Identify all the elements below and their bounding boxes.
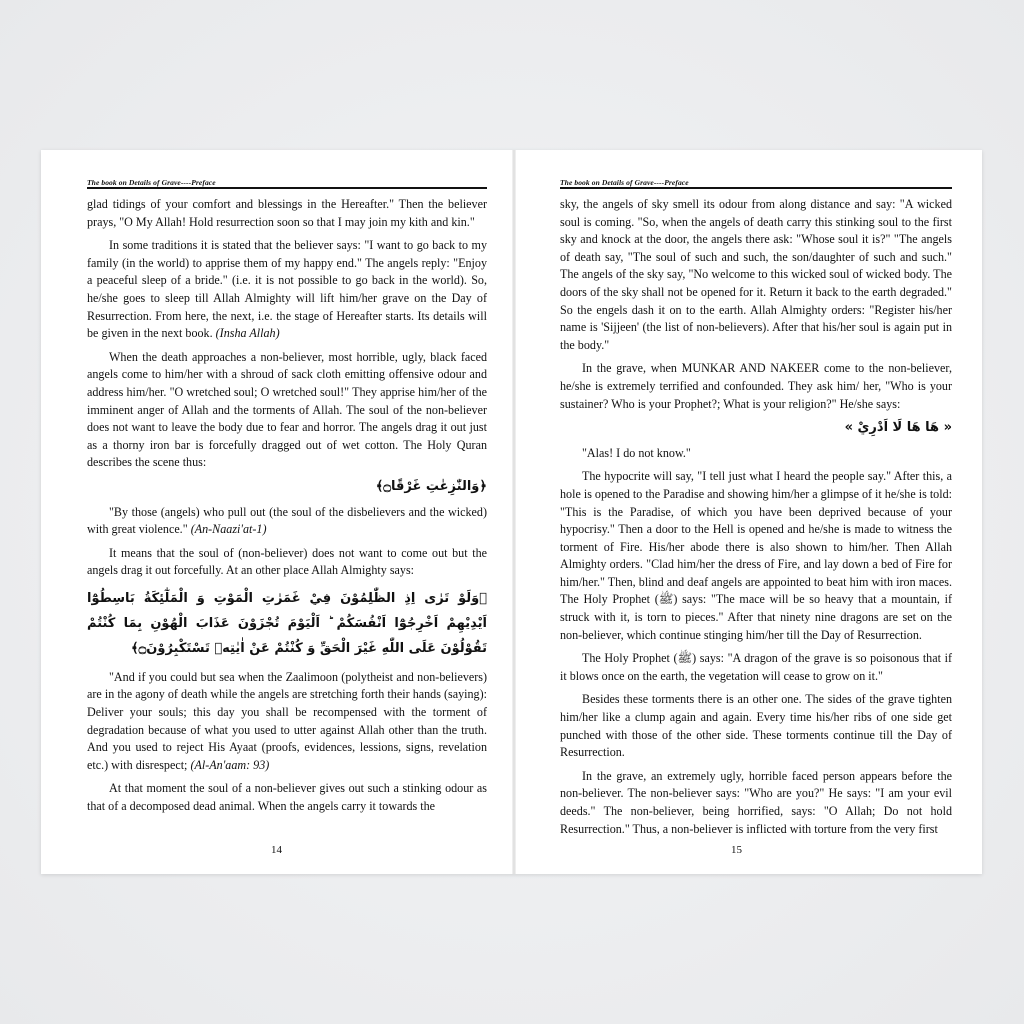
paragraph: "Alas! I do not know."	[582, 445, 691, 460]
paragraph: In some traditions it is stated that the believer says: "I want to go back to my family (in the world) to apprise them of my happy end." The angels reply: "Enjoy a peaceful sleep of a bride." (i.e. it is not possible to go back in the world). So, he/she goes to sleep till Allah Almighty will lift him/her grave on the Day of Resurrection. From here, the next, i.e. the stage of Hereafter starts. Its details will be given in the next book. (Insha Allah)	[87, 238, 487, 341]
page-body	[560, 196, 952, 844]
citation: (Al-An'aam: 93)	[190, 757, 270, 772]
paragraph: The Holy Prophet (ﷺ) says: "A dragon of the grave is so poisonous that if it blows once on the earth, the vegetation will cease to grow on it."	[560, 651, 952, 683]
page-body	[87, 196, 487, 822]
paragraph: sky, the angels of sky smell its odour from along distance and say: "A wicked soul is coming. "So, when the angels of death carry this stinking soul to the first sky and knock at the door, the angels there ask: "Whose soul it is?" "The angels of death say, "The soul of such and such, the son/daughter of such and such." The angels of the sky say, "No welcome to this wicked soul of wicked body. The doors of the sky shall not be opened for it. Return it back to the earth degraded." So the engels dash it on to the earth. Allah Almighty orders: "Register his/her name is 'Sijjeen' (the list of non-believers). After that his/her soul is again put in the body."	[560, 197, 952, 352]
paragraph: "By those (angels) who pull out (the soul of the disbelievers and the wicked) with great violence." (An-Naazi'at-1)	[87, 504, 487, 537]
paragraph: When the death approaches a non-believer, most horrible, ugly, black faced angels come to him/her with a shroud of sack cloth emitting offensive odour and address him/her. "O wretched soul; O wretched soul!" They apprise him/her of the imminent anger of Allah and the torments of Allah. The soul of the non-believer does not want to leave the body due to fear and horror. The angels drag it out just as a thorny iron bar is forcefully dragged out of wet cotton. The Holy Quran describes the scene thus:	[87, 349, 487, 470]
arabic-phrase: « هَا هَا لَا اَدْرِيْ »	[844, 420, 952, 436]
paragraph: Besides these torments there is an other one. The sides of the grave tighten him/her like a clump again and again. Every time his/her ribs of one side get punched with those of the other side. These torments continue till the Day of Resurrection.	[560, 692, 952, 760]
header-rule	[560, 187, 952, 189]
page-number: 14	[271, 844, 282, 856]
paragraph: At that moment the soul of a non-believer gives out such a stinking odour as that of a decomposed dead animal. When the angels carry it towards the	[87, 781, 487, 814]
paragraph: In the grave, when MUNKAR AND NAKEER come to the non-believer, he/she is extremely terrified and confounded. They ask him/ her, "Who is your sustainer? Who is your Prophet?; What is your religion?" He/she says:	[560, 361, 952, 411]
right-page	[514, 150, 982, 874]
running-header: The book on Details of Grave----Preface	[560, 178, 689, 187]
left-page	[41, 150, 514, 874]
paragraph: glad tidings of your comfort and blessings in the Hereafter." Then the believer prays, "O My Allah! Hold resurrection soon so that I may join my kith and kin."	[87, 197, 487, 229]
running-header: The book on Details of Grave----Preface	[87, 178, 216, 187]
citation: (Insha Allah)	[215, 326, 280, 341]
paragraph: It means that the soul of (non-believer) does not want to come out but the angels drag it out forcefully. At an other place Allah Almighty says:	[87, 545, 487, 578]
citation: (An-Naazi'at-1)	[190, 522, 267, 537]
arabic-verse: ﴿وَلَوْ تَرٰى اِذِ الظّٰلِمُوْنَ فِيْ غَمَرٰتِ الْمَوْتِ وَ الْمَلٰٓئِكَةُ بَاسِطُوْٓا اَيْدِيْهِمْ اَخْرِجُوْٓا اَنْفُسَكُمْ ؕ اَلْيَوْمَ تُجْزَوْنَ عَذَابَ الْهُوْنِ بِمَا كُنْتُمْ تَقُوْلُوْنَ عَلَى اللّٰهِ غَيْرَ الْحَقِّ وَ كُنْتُمْ عَنْ اٰيٰتِهٖ تَسْتَكْبِرُوْنَ۝﴾	[87, 590, 487, 656]
page-number: 15	[731, 844, 742, 856]
header-rule	[87, 187, 487, 189]
arabic-verse: ﴿وَالنّٰزِعٰتِ غَرْقًا۝﴾	[375, 478, 487, 494]
book-spread	[41, 150, 982, 874]
paragraph: The hypocrite will say, "I tell just what I heard the people say." After this, a hole is opened to the Paradise and showing him/her a glimpse of it he/she is told: "This is the Paradise, of which you have been deprived because of your hypocrisy." Then a door to the Hell is opened and he/she is made to witness the torment of Fire. His/her abode there is also shown to him/her. Then Allah Almighty orders. "Clad him/her the dress of Fire, and lay down a bed of Fire for him/her." Then, blind and deaf angels are appointed to beat him with iron maces. The Holy Prophet (ﷺ) says: "The mace will be so heavy that a mountain, if struck with it, is torn to pieces." After that ninety nine dragons are set on the non-believer, which continue stinging him/her till the Day of Resurrection.	[560, 469, 952, 642]
paragraph: "And if you could but sea when the Zaalimoon (polytheist and non-believers) are in the agony of death while the angels are stretching forth their hands (saying): Deliver your souls; this day you shall be recompensed with the torment of degradation because of what you used to utter against Allah other than the truth. And you used to reject His Ayaat (proofs, evidences, lessions, signs, revelation etc.) with disrespect; (Al-An'aam: 93)	[87, 669, 487, 772]
paragraph: In the grave, an extremely ugly, horrible faced person appears before the non-believer. The non-believer says: "Who are you?" He says: "I am your evil deeds." The non-believer, being horrified, says: "O Allah; Do not hold Resurrection." Thus, a non-believer is inflicted with torture from the very first	[560, 768, 952, 836]
